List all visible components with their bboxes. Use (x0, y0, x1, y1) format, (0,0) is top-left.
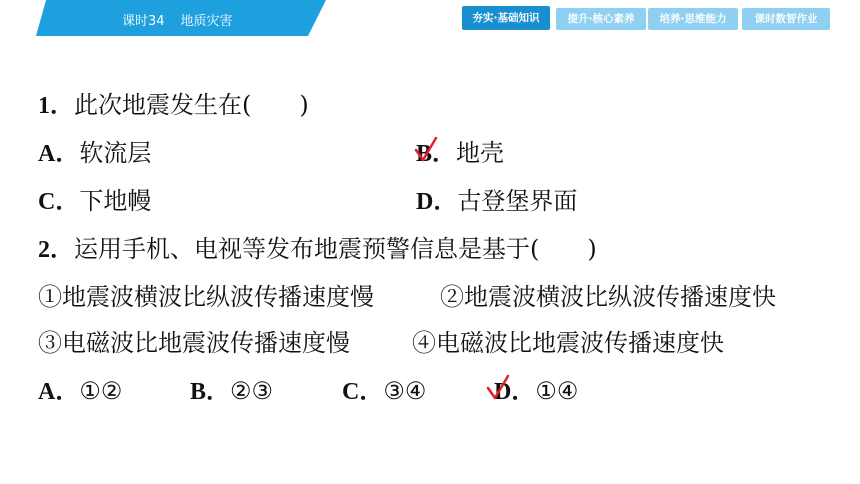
lesson-title (122, 10, 249, 29)
tab-homework[interactable]: 课时数智作业 (742, 8, 830, 30)
option-key: C． (38, 189, 80, 215)
lesson-name: 地质灾害 (180, 14, 233, 29)
tab-foundation-knowledge[interactable]: 夯实·基础知识 (462, 6, 550, 30)
option-text: ②③ (230, 377, 274, 405)
option-text: 软流层 (79, 139, 152, 167)
statement-4: ④电磁波比地震波传播速度快 (412, 329, 724, 357)
option-key: B． (190, 379, 231, 405)
question-1-number: 1． (38, 93, 74, 119)
option-text: 古登堡界面 (457, 187, 578, 215)
check-mark-icon (486, 374, 510, 400)
question-2-option-a[interactable] (38, 376, 122, 407)
statement-3: ③电磁波比地震波传播速度慢 (38, 329, 350, 357)
option-key: B． (416, 141, 457, 167)
question-2-text: 运用手机、电视等发布地震预警信息是基于( ) (74, 235, 597, 263)
option-key: D． (494, 379, 536, 405)
top-navigation-bar (0, 0, 860, 36)
tab-core-competency[interactable]: 提升·核心素养 (556, 8, 646, 30)
option-key: A． (38, 141, 80, 167)
question-1-option-a[interactable] (38, 138, 151, 169)
check-mark-icon (414, 136, 438, 162)
option-key: C． (342, 379, 384, 405)
option-text: ①② (79, 377, 123, 405)
option-key: D． (416, 189, 458, 215)
tab-thinking-ability[interactable]: 培养·思维能力 (648, 8, 738, 30)
option-text: ①④ (535, 377, 579, 405)
question-1-stem (38, 90, 309, 121)
question-1-option-c[interactable] (38, 186, 151, 217)
option-key: A． (38, 379, 80, 405)
question-1-text: 此次地震发生在( ) (74, 91, 309, 119)
statement-2: ②地震波横波比纵波传播速度快 (440, 283, 776, 311)
lesson-number: 课时34 (122, 14, 165, 29)
question-2-option-c[interactable] (342, 376, 426, 407)
option-text: 地壳 (456, 139, 505, 167)
question-2-option-b[interactable] (190, 376, 273, 407)
question-2-number: 2． (38, 237, 74, 263)
question-1-option-d[interactable] (416, 186, 577, 217)
option-text: ③④ (383, 377, 427, 405)
statement-1: ①地震波横波比纵波传播速度慢 (38, 283, 374, 311)
option-text: 下地幔 (79, 187, 152, 215)
question-2-stem (38, 234, 597, 265)
